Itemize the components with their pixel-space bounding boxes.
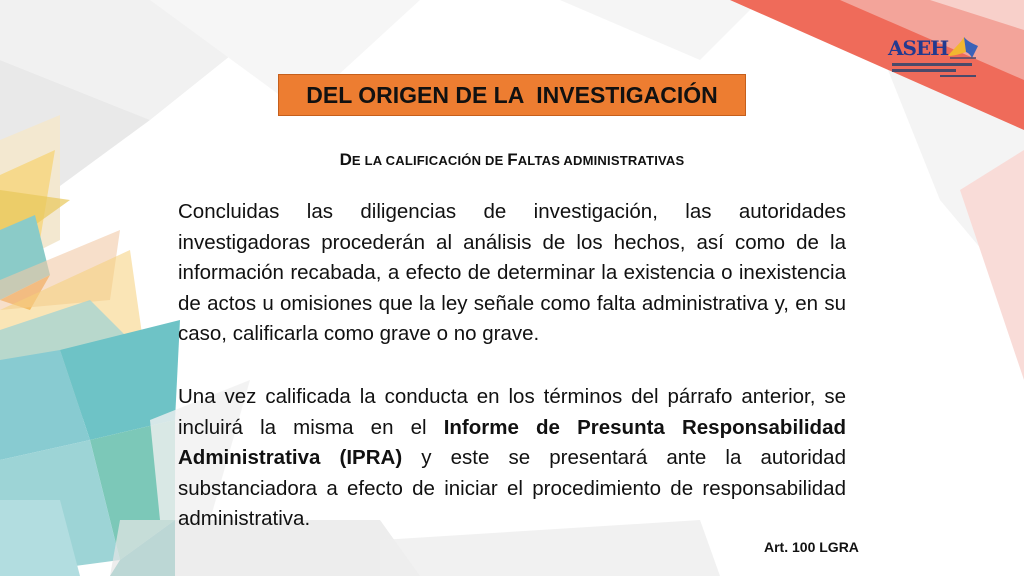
paragraph-text: y este se presentará ante la autoridad substanciadora a efecto de iniciar el procedimiento de responsabilidad administrativa.	[178, 446, 846, 531]
legal-reference: Art. 100 LGRA	[764, 539, 859, 555]
logo-tagline-line	[940, 75, 976, 77]
page-title: DEL ORIGEN DE LA INVESTIGACIÓN	[306, 81, 718, 108]
paragraph-diligencias: Concluidas las diligencias de investigación, las autoridades investigadoras procederán al análisis de los hechos, así como de la información recabada, a efecto de determinar la existencia o inexistencia de actos u omisiones que la ley señale como falta administrativa y, en su caso, calificarla como grave o no grave.	[178, 200, 846, 346]
subtitle-initial: F	[507, 150, 518, 169]
logo-tagline-line	[892, 63, 972, 66]
aseh-logo	[888, 30, 1000, 80]
subtitle-text: E LA CALIFICACIÓN DE	[351, 153, 508, 168]
section-title-banner	[278, 74, 746, 116]
subtitle-text: ALTAS ADMINISTRATIVAS	[517, 153, 685, 168]
logo-tagline-line	[892, 69, 956, 72]
subtitle	[278, 150, 746, 170]
subtitle-initial: D	[339, 150, 352, 169]
ipra-emphasis: Informe de Presunta Responsabilidad Administrativa (IPRA)	[178, 415, 846, 470]
book-icon	[946, 34, 980, 60]
logo-text: ASEH	[888, 36, 949, 60]
paragraph-ipra	[178, 382, 846, 535]
paragraph-text: Una vez calificada la conducta en los términos del párrafo anterior, se incluirá la misma en el	[178, 385, 846, 439]
